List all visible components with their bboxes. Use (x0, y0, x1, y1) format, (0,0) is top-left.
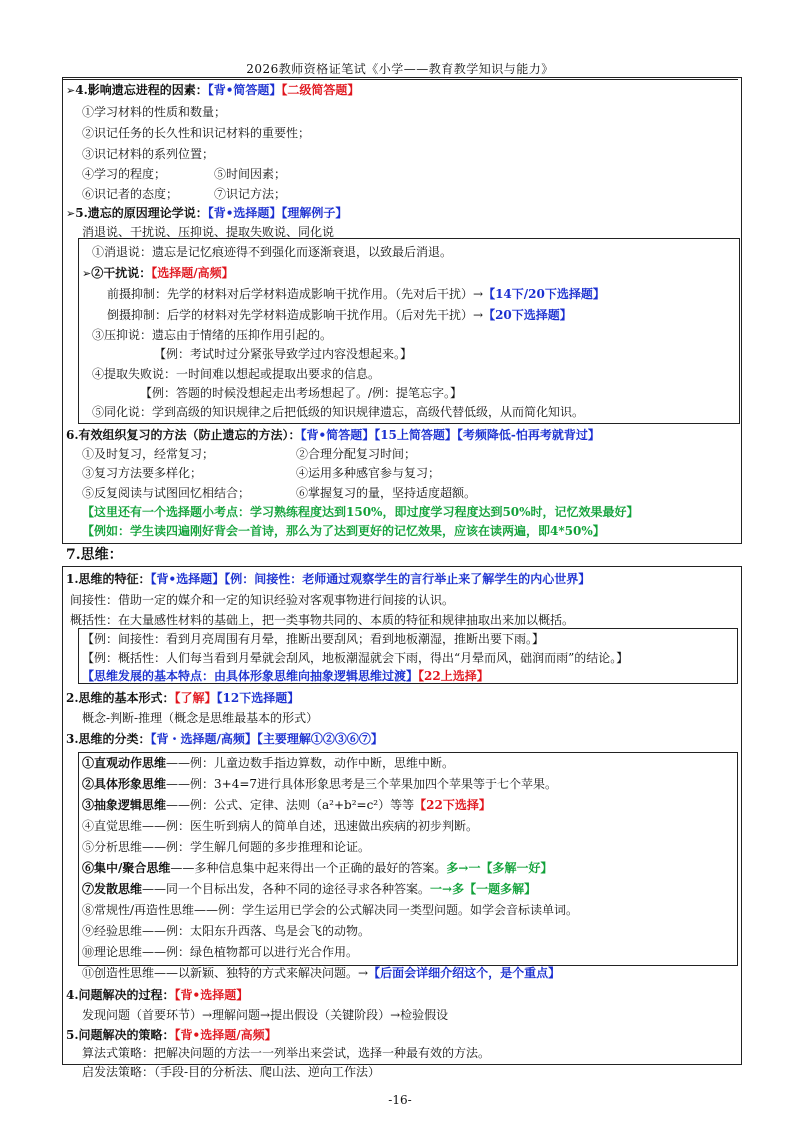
assimilation-theory: ⑤同化说：学到高级的知识规律之后把低级的知识规律遗忘，高级代替低级，从而简化知识。 (92, 405, 585, 419)
arrow-bullet-icon: ➢ (66, 207, 76, 220)
c4-heading-line (66, 987, 248, 1003)
s6-tag-2: 【15上简答题】 (374, 428, 457, 442)
s4-item-6: ⑥识记者的态度； (82, 187, 179, 201)
c3-tag-1: 【背・选择题/高频】 (150, 732, 257, 746)
s4-title: 4.影响遗忘进程的因素： (75, 83, 208, 97)
review-method-5: ⑤反复阅读与试图回忆相结合； (82, 486, 251, 500)
retroactive-text: 倒摄抑制：后学的材料对先学材料造成影响干扰作用。（后对先干扰）→ (107, 308, 484, 322)
retroactive-inhibition (107, 307, 572, 323)
type-reproductive: ⑧常规性/再造性思维——例：学生运用已学会的公式解决同一类型问题。如学会音标读单词。 (82, 903, 579, 917)
c3-heading-line (66, 731, 383, 747)
retroactive-tag: 【20下选择题】 (483, 308, 572, 322)
s7-title: 7.思维： (66, 547, 123, 563)
thinking-development: 【思维发展的基本特点：由具体形象思维向抽象逻辑思维过渡】 (82, 669, 419, 683)
proactive-inhibition (107, 286, 605, 302)
type-empirical: ⑨经验思维——例：太阳东升西落、鸟是会飞的动物。 (82, 924, 371, 938)
c5-title: 5.问题解决的策略： (66, 1028, 175, 1042)
heuristic-strategy: 启发法策略：（手段-目的分析法、爬山法、逆向工作法） (82, 1065, 381, 1079)
s4-item-1: ①学习材料的性质和数量； (82, 105, 227, 119)
page-header: 2026教师资格证笔试《小学——教育教学知识与能力》 (62, 60, 738, 80)
example-general: 【例：概括性：人们每当看到月晕就会刮风，地板潮湿就会下雨，得出“月晕而风，础润而雨”的结论。】 (82, 651, 629, 665)
c4-tag: 【背•选择题】 (174, 988, 249, 1002)
thinking-development-tag: 【22上选择】 (418, 669, 489, 683)
s5-summary: 消退说、干扰说、压抑说、提取失败说、同化说 (82, 225, 335, 239)
type-text: ——同一个目标出发，各种不同的途径寻求各种答案。 (142, 882, 431, 896)
c2-tag-1: 【了解】 (174, 691, 217, 705)
page-number: -16- (388, 1093, 412, 1107)
type-name: ③抽象逻辑思维 (82, 798, 167, 812)
arrow-bullet-icon: ➢ (66, 84, 76, 97)
repression-theory: ③压抑说：遗忘由于情绪的压抑作用引起的。 (92, 328, 333, 342)
c1-tag: 【背•选择题】 (150, 572, 225, 586)
s4-item-2: ②识记任务的长久性和识记材料的重要性； (82, 126, 311, 140)
c2-tag-2: 【12下选择题】 (216, 691, 300, 705)
s4-tag-2: 【二级简答题】 (281, 83, 360, 97)
type-text: ⑪创造性思维——以新颖、独特的方式来解决问题。→ (82, 966, 369, 980)
c2-heading-line (66, 690, 299, 706)
review-method-1: ①及时复习，经常复习； (82, 447, 215, 461)
review-method-4: ④运用多种感官参与复习； (296, 466, 441, 480)
s5-tag-2: 【理解例子】 (281, 206, 348, 220)
c5-heading-line (66, 1027, 277, 1043)
example-indirect: 【例：间接性：看到月亮周围有月晕，推断出要刮风；看到地板潮湿，推断出要下雨。】 (82, 632, 545, 646)
s4-item-4: ④学习的程度； (82, 167, 167, 181)
indirectness: 间接性：借助一定的媒介和一定的知识经验对客观事物进行间接的认识。 (70, 593, 455, 607)
review-method-3: ③复习方法要多样化； (82, 466, 203, 480)
s5-heading-line (66, 205, 347, 222)
review-method-2: ②合理分配复习时间； (296, 447, 417, 461)
s5-title: 5.遗忘的原因理论学说： (75, 206, 208, 220)
problem-solving-process: 发现问题（首要环节）→理解问题→提出假设（关键阶段）→检验假设 (82, 1008, 449, 1022)
type-name: ①直观动作思维 (82, 756, 167, 770)
type-text: ——例：3+4=7进行具体形象思考是三个苹果加四个苹果等于七个苹果。 (166, 777, 558, 791)
interference-title: ②干扰说： (91, 266, 152, 280)
type-tag: 【22下选择】 (414, 798, 491, 812)
c5-tag: 【背•选择题/高频】 (174, 1028, 277, 1042)
type-intuitive: ④直觉思维——例：医生听到病人的简单自述，迅速做出疾病的初步判断。 (82, 819, 479, 833)
type-tag: 多→一【多解一好】 (446, 861, 553, 875)
arrow-bullet-icon: ➢ (82, 267, 92, 280)
s5-tag-1: 【背•选择题】 (207, 206, 282, 220)
proactive-text: 前摄抑制：先学的材料对后学材料造成影响干扰作用。（先对后干扰）→ (107, 287, 484, 301)
type-text: ——例：公式、定律、法则（a²+b²=c²）等等 (166, 798, 415, 812)
thinking-forms: 概念-判断-推理（概念是思维最基本的形式） (82, 711, 319, 725)
c3-tag-2: 【主要理解①②③⑥⑦】 (256, 732, 383, 746)
decay-theory: ①消退说：遗忘是记忆痕迹得不到强化而逐渐衰退，以致最后消退。 (92, 245, 453, 259)
type-divergent (82, 881, 536, 897)
algorithm-strategy: 算法式策略：把解决问题的方法一一列举出来尝试，选择一种最有效的方法。 (82, 1046, 491, 1060)
c1-example: 【例：间接性：老师通过观察学生的言行举止来了解学生的内心世界】 (224, 572, 591, 586)
type-analytic: ⑤分析思维——例：学生解几何题的多步推理和论证。 (82, 840, 371, 854)
type-name: ②具体形象思维 (82, 777, 167, 791)
c1-heading-line (66, 571, 590, 587)
overlearning-example: 【例如：学生读四遍刚好背会一首诗，那么为了达到更好的记忆效果，应该在读两遍，即4*50%】 (82, 524, 605, 538)
review-method-6: ⑥掌握复习的量，坚持适度超额。 (296, 486, 477, 500)
s6-heading-line (66, 427, 600, 443)
s4-item-7: ⑦识记方法； (214, 187, 287, 201)
type-tag: 一→多【一题多解】 (430, 882, 537, 896)
proactive-tag: 【14下/20下选择题】 (483, 287, 605, 301)
type-text: ——多种信息集中起来得出一个正确的最好的答案。 (170, 861, 447, 875)
retrieval-failure-theory: ④提取失败说：一时间难以想起或提取出要求的信息。 (92, 367, 381, 381)
c2-title: 2.思维的基本形式： (66, 691, 175, 705)
type-convergent (82, 860, 552, 876)
interference-heading (82, 265, 234, 282)
type-tag: 【后面会详细介绍这个，是个重点】 (368, 966, 561, 980)
c1-title: 1.思维的特征： (66, 572, 151, 586)
s4-item-3: ③识记材料的系列位置； (82, 147, 215, 161)
retrieval-example: 【例：答题的时候没想起走出考场想起了。/例：提笔忘字。】 (140, 386, 463, 400)
type-name: ⑥集中/聚合思维 (82, 861, 171, 875)
c4-title: 4.问题解决的过程： (66, 988, 175, 1002)
interference-tag: 【选择题/高频】 (151, 266, 234, 280)
generality: 概括性：在大量感性材料的基础上，把一类事物共同的、本质的特征和规律抽取出来加以概括。 (70, 613, 575, 627)
repression-example: 【例：考试时过分紧张导致学过内容没想起来。】 (154, 347, 413, 361)
s6-tag-3: 【考频降低-怕再考就背过】 (456, 428, 600, 442)
s4-item-5: ⑤时间因素； (214, 167, 287, 181)
type-theoretical: ⑩理论思维——例：绿色植物都可以进行光合作用。 (82, 945, 359, 959)
overlearning-note: 【这里还有一个选择题小考点：学习熟练程度达到150%，即过度学习程度达到50%时，记忆效果最好】 (82, 505, 639, 519)
c3-title: 3.思维的分类： (66, 732, 151, 746)
type-abstract-logic (82, 797, 491, 813)
type-creative (82, 965, 560, 981)
type-intuitive-action (82, 755, 454, 771)
s4-heading-line (66, 82, 359, 99)
type-concrete-image (82, 776, 557, 792)
s4-tag-1: 【背•简答题】 (207, 83, 282, 97)
s6-tag-1: 【背•简答题】 (300, 428, 375, 442)
type-name: ⑦发散思维 (82, 882, 143, 896)
s6-title: 6.有效组织复习的方法（防止遗忘的方法）： (66, 428, 301, 442)
thinking-development-line (82, 668, 489, 684)
type-text: ——例：儿童边数手指边算数，动作中断，思维中断。 (166, 756, 455, 770)
